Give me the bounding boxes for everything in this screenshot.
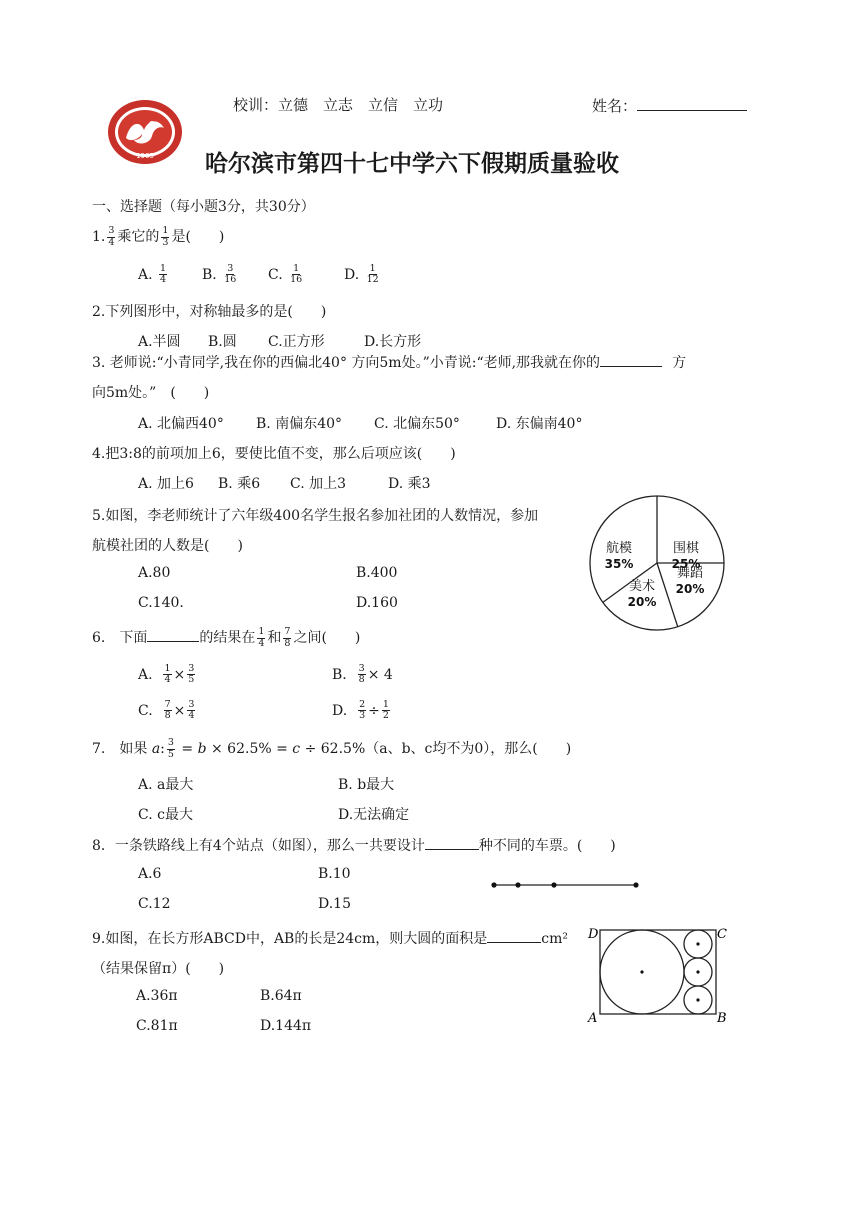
q5-option-b[interactable]: B.400 bbox=[356, 565, 398, 581]
q1-option-c[interactable]: C. $\frac{1}{16}$ bbox=[268, 263, 303, 286]
pie-slice-label: 航模 bbox=[605, 541, 633, 556]
fraction: $\frac{3}{4}$ bbox=[108, 225, 115, 248]
answer-blank[interactable] bbox=[147, 629, 199, 642]
q4-option-d[interactable]: D. 乘3 bbox=[388, 476, 431, 492]
station-dot bbox=[491, 882, 496, 887]
club-pie-chart bbox=[586, 492, 728, 634]
answer-blank[interactable] bbox=[487, 930, 541, 943]
big-circle-center bbox=[640, 970, 643, 973]
question-9-cont: （结果保留π）( ) bbox=[92, 961, 225, 977]
q8-option-d[interactable]: D.15 bbox=[318, 896, 351, 912]
answer-blank[interactable] bbox=[425, 837, 479, 850]
vertex-label-c: C bbox=[717, 927, 727, 942]
q2-option-b[interactable]: B.圆 bbox=[208, 334, 237, 350]
page-title: 哈尔滨市第四十七中学六下假期质量验收 bbox=[205, 151, 619, 177]
question-4: 4.把3:8的前项加上6，要使比值不变，那么后项应该( ) bbox=[92, 446, 456, 462]
station-dot bbox=[551, 882, 556, 887]
q9-option-d[interactable]: D.144π bbox=[260, 1018, 312, 1034]
q8-option-c[interactable]: C.12 bbox=[138, 896, 171, 912]
railway-stations-figure bbox=[490, 878, 642, 892]
q2-option-d[interactable]: D.长方形 bbox=[364, 334, 422, 350]
question-3: 3. 老师说:“小青同学,我在你的西偏北40° 方向5m处。”小青说:“老师,那我就在你的 方 bbox=[92, 355, 687, 371]
station-dot bbox=[515, 882, 520, 887]
q6-option-c[interactable]: C. $\frac{7}{8}$ × $\frac{3}{4}$ bbox=[138, 699, 195, 722]
q8-option-a[interactable]: A.6 bbox=[138, 866, 162, 882]
name-label: 姓名： bbox=[592, 95, 747, 116]
q2-option-a[interactable]: A.半圆 bbox=[138, 334, 181, 350]
q7-option-a[interactable]: A. a最大 bbox=[138, 777, 194, 793]
pie-slice-percent: 20% bbox=[675, 582, 705, 596]
pie-slice-percent: 35% bbox=[604, 557, 634, 571]
question-9: 9.如图，在长方形ABCD中，AB的长是24cm，则大圆的面积是 cm² bbox=[92, 931, 569, 947]
svg-text:1965: 1965 bbox=[136, 152, 154, 160]
question-3-cont: 向5m处。” ( ) bbox=[92, 385, 210, 401]
q4-option-b[interactable]: B. 乘6 bbox=[218, 476, 261, 492]
q3-option-a[interactable]: A. 北偏西40° bbox=[138, 416, 224, 432]
q6-option-b[interactable]: B. $\frac{3}{8}$ × 4 bbox=[332, 663, 393, 686]
q3-option-c[interactable]: C. 北偏东50° bbox=[374, 416, 460, 432]
rectangle-circles-figure bbox=[584, 922, 730, 1026]
q6-option-a[interactable]: A. $\frac{1}{4}$ × $\frac{3}{5}$ bbox=[138, 663, 195, 686]
q9-option-b[interactable]: B.64π bbox=[260, 988, 302, 1004]
q1-option-b[interactable]: B. $\frac{3}{16}$ bbox=[202, 263, 237, 286]
q4-option-a[interactable]: A. 加上6 bbox=[138, 476, 194, 492]
q7-option-b[interactable]: B. b最大 bbox=[338, 777, 395, 793]
question-1: 1. $\frac{3}{4}$ 乘它的 $\frac{1}{3}$ 是( ) bbox=[92, 225, 225, 248]
q7-option-d[interactable]: D.无法确定 bbox=[338, 807, 410, 823]
section-heading: 一、选择题（每小题3分，共30分） bbox=[92, 199, 315, 215]
answer-blank[interactable] bbox=[600, 354, 662, 367]
fraction: $\frac{1}{3}$ bbox=[162, 225, 169, 248]
q9-option-a[interactable]: A.36π bbox=[136, 988, 178, 1004]
question-7: 7. 如果 a: $\frac{3}{5}$ = b × 62.5% = c ÷ 62.5%（a、b、c均不为0），那么( ) bbox=[92, 737, 572, 760]
vertex-label-b: B bbox=[717, 1011, 727, 1026]
school-motto: 校训：立德 立志 立信 立功 bbox=[233, 96, 444, 114]
q5-option-d[interactable]: D.160 bbox=[356, 595, 398, 611]
q6-option-d[interactable]: D. $\frac{2}{3}$ ÷ $\frac{1}{2}$ bbox=[332, 699, 389, 722]
pie-slice-label: 围棋 bbox=[672, 541, 700, 556]
school-logo bbox=[106, 98, 184, 166]
question-6: 6. 下面 的结果在 $\frac{1}{4}$ 和 $\frac{7}{8}$ 之间( ) bbox=[92, 626, 361, 649]
q5-option-a[interactable]: A.80 bbox=[138, 565, 171, 581]
question-5: 5.如图，李老师统计了六年级400名学生报名参加社团的人数情况，参加 bbox=[92, 508, 539, 524]
question-5-cont: 航模社团的人数是( ) bbox=[92, 538, 243, 554]
vertex-label-a: A bbox=[588, 1011, 598, 1026]
q9-option-c[interactable]: C.81π bbox=[136, 1018, 178, 1034]
q4-option-c[interactable]: C. 加上3 bbox=[290, 476, 347, 492]
q1-option-d[interactable]: D. $\frac{1}{12}$ bbox=[344, 263, 379, 286]
pie-slice-percent: 25% bbox=[671, 557, 701, 571]
q3-option-d[interactable]: D. 东偏南40° bbox=[496, 416, 583, 432]
station-dot bbox=[633, 882, 638, 887]
q8-option-b[interactable]: B.10 bbox=[318, 866, 351, 882]
q5-option-c[interactable]: C.140. bbox=[138, 595, 184, 611]
pie-slice-percent: 20% bbox=[627, 595, 657, 609]
pie-slice-label: 美术 bbox=[628, 579, 656, 594]
q1-option-a[interactable]: A. $\frac{1}{4}$ bbox=[138, 263, 167, 286]
q2-option-c[interactable]: C.正方形 bbox=[268, 334, 325, 350]
q3-option-b[interactable]: B. 南偏东40° bbox=[256, 416, 343, 432]
question-2: 2.下列图形中，对称轴最多的是( ) bbox=[92, 304, 327, 320]
name-field[interactable] bbox=[637, 96, 747, 111]
vertex-label-d: D bbox=[588, 927, 599, 942]
pie-slice-label: 舞蹈 bbox=[676, 566, 704, 581]
q7-option-c[interactable]: C. c最大 bbox=[138, 807, 193, 823]
question-8: 8．一条铁路线上有4个站点（如图），那么一共要设计 种不同的车票。( ) bbox=[92, 838, 616, 854]
